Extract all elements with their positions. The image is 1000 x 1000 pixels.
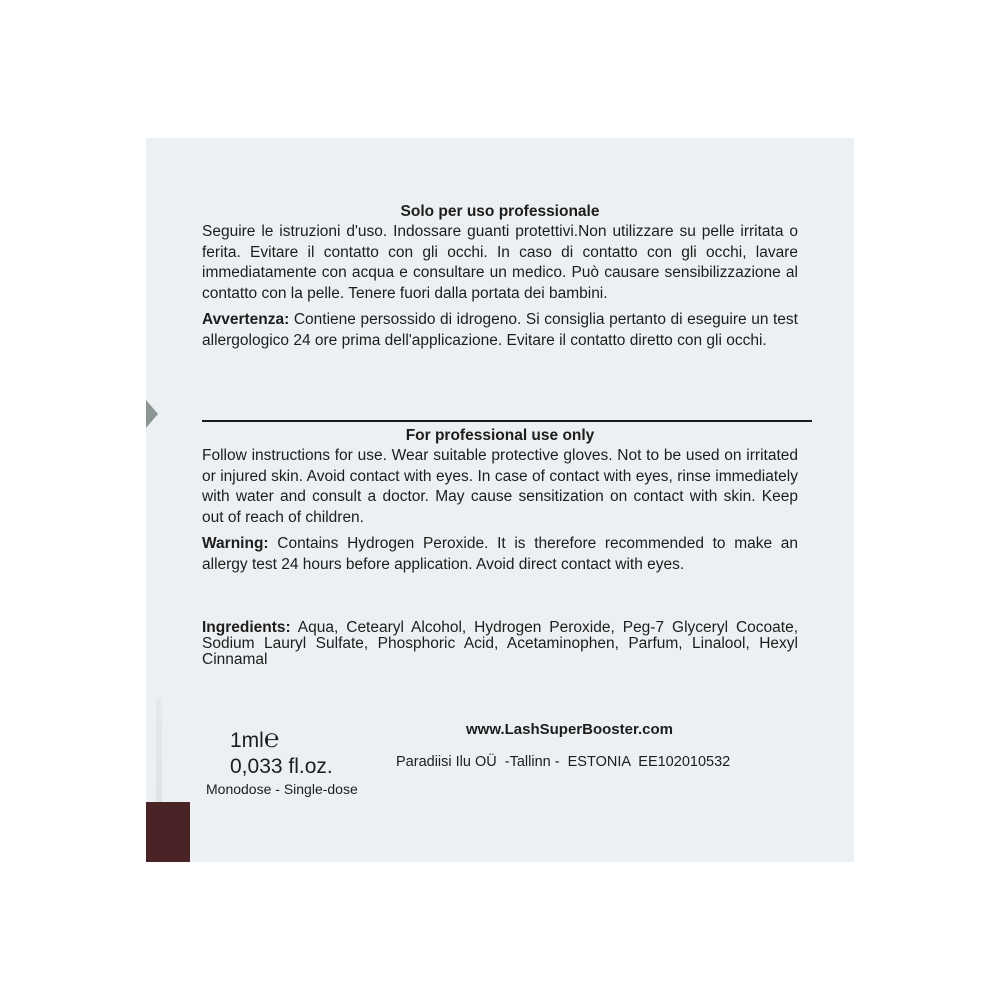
- dose-type: Monodose - Single-dose: [206, 781, 358, 797]
- italian-heading: Solo per uso professionale: [400, 203, 600, 220]
- italian-warning: [202, 310, 798, 351]
- english-section: [202, 426, 798, 575]
- company-info: Paradiisi Ilu OÜ -Tallinn - ESTONIA EE102010532: [396, 754, 731, 770]
- english-warning-label: Warning:: [202, 535, 269, 552]
- english-instructions: Follow instructions for use. Wear suitable protective gloves. Not to be used on irritated or injured skin. Avoid contact with eyes. In case of contact with eyes, rinse immediately with water and consult a doctor. May cause sensitization on contact with skin. Keep out of reach of children.: [202, 447, 798, 526]
- estimated-sign-icon: ℮: [263, 723, 280, 753]
- tear-notch: [146, 400, 158, 428]
- english-warning: [202, 534, 798, 575]
- volume-ml: 1ml: [230, 729, 264, 752]
- volume-info: [230, 723, 333, 780]
- color-mark: [146, 802, 190, 862]
- section-divider: [202, 420, 812, 422]
- english-heading: For professional use only: [405, 427, 595, 444]
- italian-instructions: Seguire le istruzioni d'uso. Indossare guanti protettivi.Non utilizzare su pelle irritata o ferita. Evitare il contatto con gli occhi. In caso di contatto con gli occhi, lavare immediatamente con acqua e consultare un medico. Può causare sensibilizzazione al contatto con la pelle. Tenere fuori dalla portata dei bambini.: [202, 223, 798, 302]
- italian-warning-text: Contiene persossido di idrogeno. Si consiglia pertanto di eseguire un test allergologico 24 ore prima dell'applicazione. Evitare il contatto diretto con gli occhi.: [202, 311, 798, 349]
- volume-floz: 0,033 fl.oz.: [230, 755, 333, 778]
- ingredients-list: [202, 620, 798, 668]
- english-warning-text: Contains Hydrogen Peroxide. It is therefore recommended to make an allergy test 24 hours before application. Avoid direct contact with eyes.: [202, 535, 798, 573]
- italian-section: [202, 202, 798, 351]
- website-link[interactable]: www.LashSuperBooster.com: [466, 721, 673, 738]
- ingredients-section: [202, 620, 798, 668]
- ingredients-label: Ingredients:: [202, 619, 291, 636]
- sachet-label: [146, 138, 854, 862]
- ingredients-text: Aqua, Cetearyl Alcohol, Hydrogen Peroxide, Peg-7 Glyceryl Cocoate, Sodium Lauryl Sulfate, Phosphoric Acid, Acetaminophen, Parfum, Linalool, Hexyl Cinnamal: [202, 619, 798, 668]
- italian-warning-label: Avvertenza:: [202, 311, 290, 328]
